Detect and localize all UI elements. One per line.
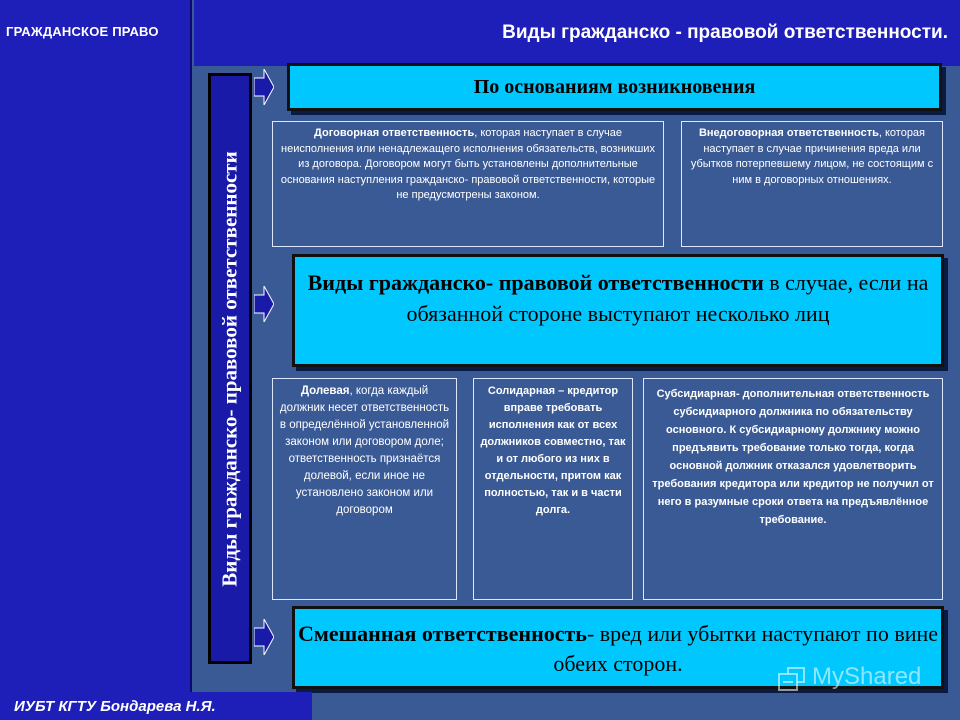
footer-bar — [0, 692, 312, 720]
course-label: ГРАЖДАНСКОЕ ПРАВО — [6, 24, 159, 39]
arrow-right-icon — [254, 619, 274, 655]
multiple-parties-heading-rest: в случае, если на обязанной стороне выступают несколько лиц — [406, 270, 929, 326]
mixed-liability-term: Смешанная ответственность — [297, 621, 587, 646]
header-bar — [194, 0, 960, 66]
watermark-logo-icon — [778, 664, 808, 692]
contract-liability-box — [272, 121, 664, 247]
section-heading-basis: По основаниям возникновения — [287, 63, 942, 111]
noncontract-liability-text: , которая наступает в случае причинения вреда или убытков потерпевшему лицом, не состоящим с ним в договорных отношениях. — [690, 127, 934, 186]
section-heading-multiple-parties — [292, 254, 944, 367]
vertical-label-box — [208, 73, 252, 664]
watermark — [778, 662, 948, 694]
contract-liability-text: , которая наступает в случае неисполнения или ненадлежащего исполнения обязательств, возникших из договора. Договором могут быть установлены дополнительные основания наступления гражданско- правовой ответственности, которые не предусмотрены законом. — [280, 127, 656, 201]
page-title: Виды гражданско - правовой ответственности. — [502, 22, 948, 43]
watermark-text: MyShared — [812, 663, 922, 690]
subsidiary-liability-box: Субсидиарная- дополнительная ответственность субсидиарного должника по обязательству основного. К субсидиарному должнику можно предъявить требование только тогда, когда основной должник отказался удовлетворить требования кредитора или кредитор не получил от него в разумные сроки ответа на предъявлённое требование. — [643, 378, 943, 600]
vertical-label: Виды гражданско- правовой ответственности — [217, 150, 242, 587]
noncontract-liability-box — [681, 121, 943, 247]
noncontract-liability-term: Внедоговорная ответственность — [698, 127, 879, 139]
arrow-right-icon — [254, 286, 274, 322]
shared-liability-box — [272, 378, 457, 600]
contract-liability-term: Договорная ответственность — [314, 127, 475, 139]
footer-author: ИУБТ КГТУ Бондарева Н.Я. — [14, 698, 216, 715]
left-sidebar — [0, 0, 192, 720]
arrow-right-icon — [254, 69, 274, 105]
shared-liability-term: Долевая — [300, 385, 350, 397]
multiple-parties-heading-bold: Виды гражданско- правовой ответственности — [307, 270, 764, 295]
shared-liability-text: , когда каждый должник несет ответственность в определённой установленной законом или договором доле; ответственность признаётся долевой, если иное не установлено законом или договором — [279, 385, 450, 516]
mixed-liability-text: - вред или убытки наступают по вине обеих сторон. — [553, 621, 939, 676]
solidary-liability-box: Солидарная – кредитор вправе требовать исполнения как от всех должников совместно, так и от любого из них в отдельности, притом как полностью, так и в части долга. — [473, 378, 633, 600]
